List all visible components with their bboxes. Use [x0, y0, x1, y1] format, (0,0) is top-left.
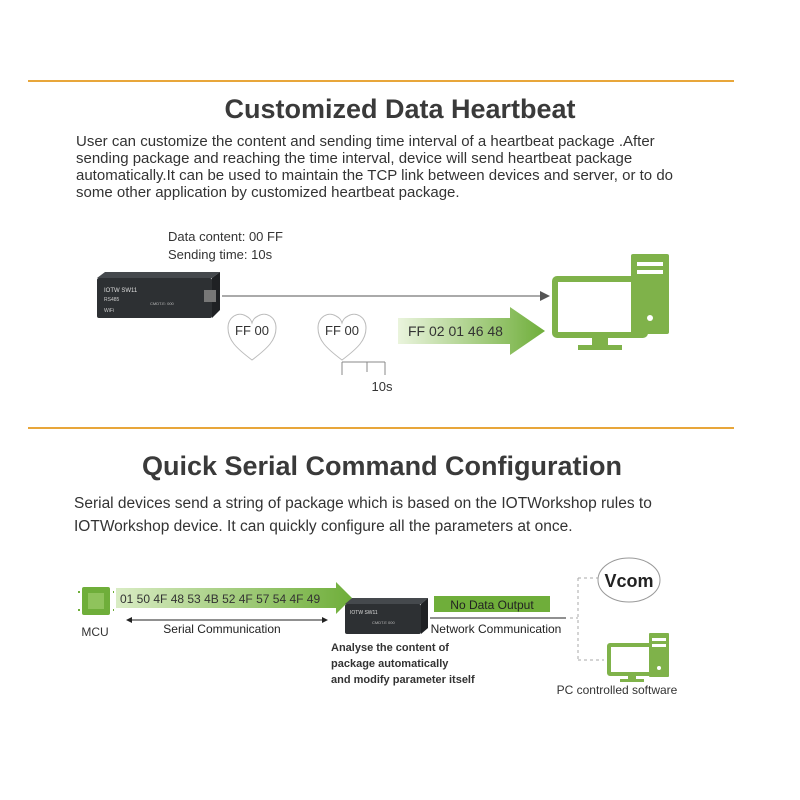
interval-bracket [342, 362, 385, 375]
middle-divider [28, 427, 734, 429]
svg-text:CMDT.E: 000: CMDT.E: 000 [150, 301, 174, 306]
heartbeat-description: User can customize the content and sending time interval of a heartbeat package .After sending package and reaching the time interval, device will send heartbeat package automatically.It can be used to maintain the TCP link between devices and server, or to do some other application by customized heartbeat package. [76, 133, 674, 201]
analyse-line-2: package automatically [331, 658, 449, 670]
mcu-label: MCU [81, 625, 109, 639]
svg-text:IOTW SW11: IOTW SW11 [104, 288, 138, 294]
pc-icon [609, 633, 669, 682]
svg-text:CMDT.E 000: CMDT.E 000 [372, 620, 395, 625]
mcu-chip-icon [78, 587, 114, 615]
network-comm-label: Network Communication [430, 622, 562, 636]
link-arrowhead [540, 291, 550, 301]
analyse-line-1: Analyse the content of [331, 642, 449, 654]
heart-1-label: FF 00 [235, 323, 269, 338]
heart-2-label: FF 00 [325, 323, 359, 338]
computer-icon [555, 254, 669, 350]
serial-title: Quick Serial Command Configuration [141, 451, 623, 481]
vcom-label: Vcom [604, 571, 654, 591]
serial-device-icon [97, 272, 220, 318]
svg-text:WiFi: WiFi [104, 308, 114, 314]
heartbeat-title: Customized Data Heartbeat [224, 94, 576, 124]
pc-software-label: PC controlled software [556, 683, 678, 697]
data-content-label: Data content: 00 FF [168, 229, 283, 244]
no-data-output-label: No Data Output [450, 598, 534, 612]
interval-label: 10s [371, 379, 393, 394]
command-label: 01 50 4F 48 53 4B 52 4F 57 54 4F 49 [120, 592, 321, 606]
svg-text:RS485: RS485 [104, 297, 120, 303]
analyse-line-3: and modify parameter itself [331, 674, 475, 686]
packet-label: FF 02 01 46 48 [408, 323, 503, 339]
svg-text:IOTW SW11: IOTW SW11 [350, 610, 378, 616]
serial-comm-label: Serial Communication [163, 622, 281, 636]
dashed-connectors [570, 578, 604, 660]
serial-description: Serial devices send a string of package which is based on the IOTWorkshop rules to IOTWorkshop device. It can quickly configure all the parameters at once. [74, 495, 652, 535]
config-device-icon [345, 598, 428, 634]
sending-time-label: Sending time: 10s [168, 247, 273, 262]
